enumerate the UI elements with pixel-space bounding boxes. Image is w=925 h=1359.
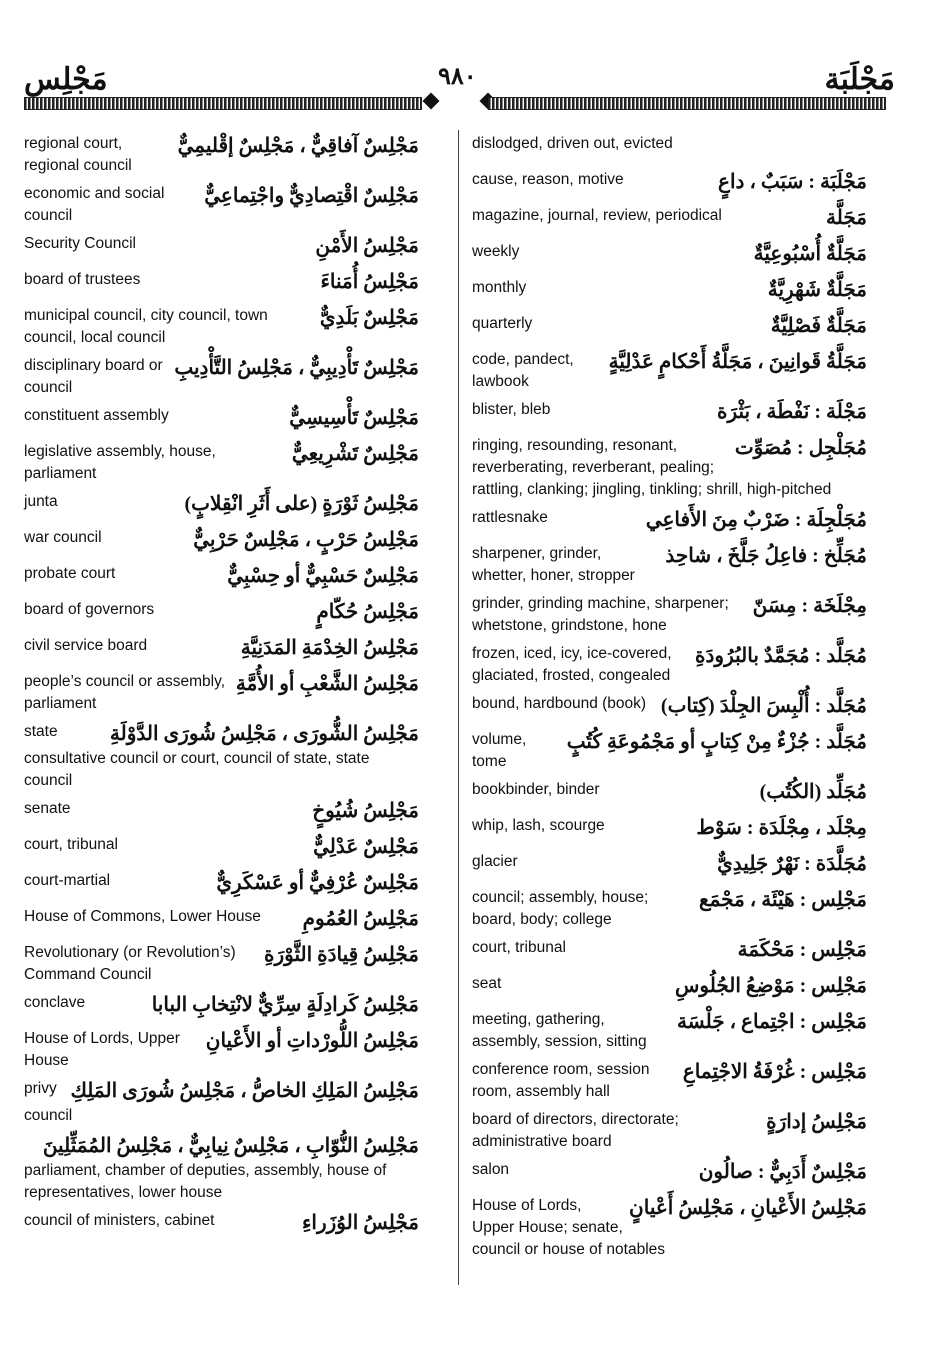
english-definition: quarterly	[472, 315, 533, 332]
english-definition: rattlesnake	[472, 509, 548, 526]
english-definition: court, tribunal	[24, 836, 118, 853]
arabic-headword: مَجْلِسُ أُمَناءَ	[320, 271, 419, 293]
english-definition: salon	[472, 1161, 510, 1178]
dictionary-entry	[24, 305, 419, 349]
dictionary-entry	[472, 277, 867, 307]
english-definition: volume, tome	[472, 731, 527, 770]
dictionary-entry	[24, 233, 419, 263]
english-definition: court, tribunal	[472, 939, 566, 956]
dictionary-entry	[24, 870, 419, 900]
dictionary-entry	[24, 635, 419, 665]
arabic-headword: مَجْلِسٌ تَشْرِيعِيٌّ	[291, 443, 419, 465]
english-definition: board of trustees	[24, 271, 141, 288]
arabic-headword: مَجْلِسٌ تَأْسِيسِيٌّ	[289, 407, 419, 429]
english-definition: conclave	[24, 994, 86, 1011]
english-definition: Security Council	[24, 235, 136, 252]
header-right-word: مَجْلَبَة	[824, 63, 895, 96]
arabic-headword: مَجْلِس : اجْتِماع ، جَلْسَة	[677, 1011, 867, 1033]
dictionary-entry	[472, 1195, 867, 1261]
dictionary-entry	[472, 241, 867, 271]
dictionary-entry	[24, 906, 419, 936]
dictionary-entry	[472, 851, 867, 881]
dictionary-entry	[24, 942, 419, 986]
arabic-headword: مَجْلَبَة : سَبَبٌ ، داعٍ	[718, 171, 867, 193]
arabic-headword: مَجْلِسٌ بَلَدِيٌّ	[319, 307, 419, 329]
dictionary-entry	[472, 887, 867, 931]
arabic-headword: مَجْلِسٌ تَأْدِيبِيٌّ ، مَجْلِسُ التَّأْدِيبِ	[174, 357, 419, 379]
english-definition: legislative assembly, house, parliament	[24, 443, 216, 482]
arabic-headword: مَجْلِسٌ أَدَبِيٌّ : صالُون	[698, 1161, 867, 1183]
arabic-headword: مَجْلِسُ الوُزَراءِ	[301, 1212, 419, 1234]
arabic-headword: مَجْلِسٌ عَدْلِيٌّ	[313, 836, 419, 858]
english-definition: parliament, chamber of deputies, assembly, house of representatives, lower house	[24, 1162, 387, 1201]
dictionary-entry	[24, 599, 419, 629]
arabic-headword: مَجْلِسُ قِيادَةِ الثَّوْرَةِ	[264, 944, 419, 966]
english-definition: frozen, iced, icy, ice-covered, glaciated, frosted, congealed	[472, 645, 672, 684]
english-definition: Revolutionary (or Revolution’s) Command Council	[24, 944, 236, 983]
arabic-headword: مَجْلِسٌ حَسْبِيٌّ أو حِسْبِيٌّ	[227, 565, 419, 587]
arabic-headword: مَجْلِسُ الخِدْمَةِ المَدَنِيَّةِ	[240, 637, 419, 659]
english-definition: magazine, journal, review, periodical	[472, 207, 722, 224]
arabic-headword: مَجْلِسُ اللُّورْداتِ أو الأَعْيانِ	[205, 1030, 419, 1052]
english-definition: weekly	[472, 243, 520, 260]
english-definition: whip, lash, scourge	[472, 817, 605, 834]
dictionary-entry	[24, 527, 419, 557]
page-number: ٩٨٠	[438, 64, 477, 90]
dictionary-entry	[24, 133, 419, 177]
dictionary-entry	[24, 798, 419, 828]
arabic-headword: مَجْلِسُ حَرْبٍ ، مَجْلِسٌ حَرْبِيٌّ	[193, 529, 419, 551]
english-definition: constituent assembly	[24, 407, 169, 424]
arabic-headword: مَجْلِسُ الأَعْيانِ ، مَجْلِسُ أَعْيانٍ	[629, 1197, 867, 1219]
english-definition: municipal council, city council, town council, local council	[24, 307, 268, 346]
english-definition: dislodged, driven out, evicted	[472, 135, 673, 152]
dictionary-entry	[24, 269, 419, 299]
english-definition: sharpener, grinder, whetter, honer, stropper	[472, 545, 635, 584]
english-definition: people’s council or assembly, parliament	[24, 673, 226, 712]
diamond-ornament-icon	[423, 93, 440, 110]
dictionary-entry	[24, 405, 419, 435]
dictionary-entry	[24, 183, 419, 227]
arabic-headword: مُجَلِّد (الكُتُب)	[759, 781, 867, 803]
english-definition: cause, reason, motive	[472, 171, 624, 188]
dictionary-entry	[472, 543, 867, 587]
english-definition: economic and social council	[24, 185, 165, 224]
arabic-headword: مِجْلَخَة : مِسَنّ	[752, 595, 867, 617]
arabic-headword: مَجْلِسُ حُكّامٍ	[316, 601, 419, 623]
dictionary-entry	[24, 1210, 419, 1240]
arabic-headword: مَجْلِسٌ آفاقِيٌّ ، مَجْلِسٌ إقْليمِيٌّ	[177, 135, 419, 157]
arabic-headword: مُجَلَّد : مُجَمَّدٌ بالبُرُودَةِ	[695, 645, 867, 667]
dictionary-entry	[472, 133, 867, 163]
english-definition: war council	[24, 529, 102, 546]
arabic-headword: مَجَلَّةٌ شَهْرِيَّةٌ	[767, 279, 867, 301]
english-definition: glacier	[472, 853, 518, 870]
english-definition: monthly	[472, 279, 527, 296]
english-definition: board of directors, directorate; administrative board	[472, 1111, 679, 1150]
dictionary-entry	[24, 834, 419, 864]
dictionary-entry	[472, 815, 867, 845]
arabic-headword: مَجْلِس : هَيْئَة ، مَجْمَع	[698, 889, 867, 911]
arabic-headword: مَجْلِسُ ثَوْرَةٍ (على أَثَرِ انْقِلابٍ)	[184, 493, 419, 515]
dictionary-entry	[472, 593, 867, 637]
arabic-headword: مَجْلِسُ كَرادِلَةٍ سِرِّيٌّ لانْتِخابِ البابا	[151, 994, 419, 1016]
dictionary-entry	[472, 313, 867, 343]
dictionary-entry	[472, 205, 867, 235]
arabic-headword: مَجَلَّةٌ أُسْبُوعِيَّةٌ	[753, 243, 867, 265]
column-divider	[458, 130, 459, 1285]
english-definition: disciplinary board or council	[24, 357, 163, 396]
arabic-headword: مُجَلَّدَة : نَهْرٌ جَلِيدِيٌّ	[717, 853, 867, 875]
arabic-headword: مَجْلِس : مَوْضِعُ الجُلُوسِ	[674, 975, 867, 997]
arabic-headword: مَجْلِسُ إدارَةٍ	[766, 1111, 867, 1133]
header-left-word: مَجْلِس	[24, 63, 108, 96]
dictionary-entry	[472, 1159, 867, 1189]
arabic-headword: مَجْلِسُ الأَمْنِ	[315, 235, 419, 257]
arabic-headword: مُجَلْجِلَة : ضَرْبٌ مِنَ الأَفاعِي	[645, 509, 867, 531]
dictionary-entry	[24, 1078, 419, 1127]
english-definition: meeting, gathering, assembly, session, sitting	[472, 1011, 647, 1050]
dictionary-entry	[472, 349, 867, 393]
english-definition: state consultative council or court, council of state, state council	[24, 723, 370, 789]
english-definition: senate	[24, 800, 71, 817]
dictionary-entry	[24, 1133, 419, 1204]
arabic-headword: مَجْلَة : نَفْطَة ، بَثْرَة	[716, 401, 867, 423]
dictionary-entry	[24, 563, 419, 593]
arabic-headword: مَجَلَّةُ قَوانِينَ ، مَجَلَّةُ أَحْكامٍ عَدْلِيَّةٍ	[608, 351, 867, 373]
header-rule-left	[24, 97, 422, 110]
dictionary-entry	[24, 721, 419, 792]
arabic-headword: مُجَلَّد : أُلْبِسَ الجِلْدَ (كِتاب)	[660, 695, 867, 717]
english-definition: probate court	[24, 565, 116, 582]
english-definition: junta	[24, 493, 58, 510]
english-definition: board of governors	[24, 601, 155, 618]
arabic-headword: مَجْلِسٌ اقْتِصادِيٌّ واجْتِماعِيٌّ	[204, 185, 419, 207]
dictionary-entry	[472, 169, 867, 199]
header-rule-right	[488, 97, 886, 110]
dictionary-entry	[24, 441, 419, 485]
arabic-headword: مِجْلَد ، مِجْلَدَة : سَوْط	[696, 817, 867, 839]
english-definition: court-martial	[24, 872, 111, 889]
arabic-headword: مَجْلِسُ العُمُومِ	[302, 908, 419, 930]
english-definition: bookbinder, binder	[472, 781, 600, 798]
dictionary-entry	[472, 1009, 867, 1053]
dictionary-entry	[472, 779, 867, 809]
english-definition: conference room, session room, assembly hall	[472, 1061, 650, 1100]
english-definition: civil service board	[24, 637, 148, 654]
english-definition: ringing, resounding, resonant, reverberating, reverberant, pealing; rattling, clanking; jingling, tinkling; shrill, high-pitched	[472, 437, 832, 498]
dictionary-entry	[472, 643, 867, 687]
english-definition: bound, hardbound (book)	[472, 695, 647, 712]
left-column	[24, 133, 419, 1246]
dictionary-entry	[24, 992, 419, 1022]
dictionary-entry	[24, 671, 419, 715]
english-definition: seat	[472, 975, 502, 992]
arabic-headword: مَجْلِسُ الشَّعْبِ أو الأُمَّةِ	[235, 673, 419, 695]
arabic-headword: مَجْلِسُ المَلِكِ الخاصُّ ، مَجْلِسُ شُورَى المَلِكِ	[70, 1080, 419, 1102]
english-definition: regional court, regional council	[24, 135, 132, 174]
dictionary-entry	[472, 1059, 867, 1103]
arabic-headword: مَجَلَّةٌ فَصْلِيَّةٌ	[770, 315, 867, 337]
arabic-headword: مَجَلَّة	[826, 207, 867, 229]
arabic-headword: مُجَلَّد : جُزْءٌ مِنْ كِتابٍ أو مَجْمُوعَةِ كُتُبٍ	[566, 731, 867, 753]
english-definition: council of ministers, cabinet	[24, 1212, 215, 1229]
dictionary-entry	[472, 1109, 867, 1153]
english-definition: grinder, grinding machine, sharpener; whetstone, grindstone, hone	[472, 595, 729, 634]
english-definition: privy council	[24, 1080, 73, 1124]
english-definition: council; assembly, house; board, body; college	[472, 889, 649, 928]
dictionary-entry	[472, 693, 867, 723]
dictionary-entry	[472, 435, 867, 501]
arabic-headword: مَجْلِسُ الشُّورَى ، مَجْلِسُ شُورَى الدَّوْلَةِ	[109, 723, 419, 745]
arabic-headword: مَجْلِس : مَحْكَمَة	[737, 939, 867, 961]
dictionary-entry	[472, 729, 867, 773]
arabic-headword: مُجَلْجِل : مُصَوِّت	[734, 437, 867, 459]
arabic-headword: مَجْلِسٌ عُرْفِيٌّ أو عَسْكَرِيٌّ	[216, 872, 419, 894]
dictionary-entry	[472, 399, 867, 429]
arabic-headword: مُجَلِّخ : فاعِلُ جَلَّخَ ، شاحِذ	[665, 545, 867, 567]
dictionary-entry	[24, 1028, 419, 1072]
english-definition: House of Lords, Upper House	[24, 1030, 180, 1069]
dictionary-entry	[24, 491, 419, 521]
right-column	[472, 133, 867, 1267]
dictionary-entry	[24, 355, 419, 399]
english-definition: code, pandect, lawbook	[472, 351, 574, 390]
dictionary-entry	[472, 507, 867, 537]
english-definition: blister, bleb	[472, 401, 551, 418]
arabic-headword: مَجْلِس : غُرْفَةُ الاجْتِماعِ	[682, 1061, 867, 1083]
arabic-headword: مَجْلِسُ شُيُوخٍ	[312, 800, 419, 822]
english-definition: House of Commons, Lower House	[24, 908, 261, 925]
dictionary-entry	[472, 973, 867, 1003]
english-definition: House of Lords, Upper House; senate, council or house of notables	[472, 1197, 666, 1258]
arabic-headword: مَجْلِسُ النُّوّابِ ، مَجْلِسٌ نِيابِيٌّ ، مَجْلِسُ المُمَثِّلِينَ	[42, 1135, 419, 1157]
dictionary-entry	[472, 937, 867, 967]
